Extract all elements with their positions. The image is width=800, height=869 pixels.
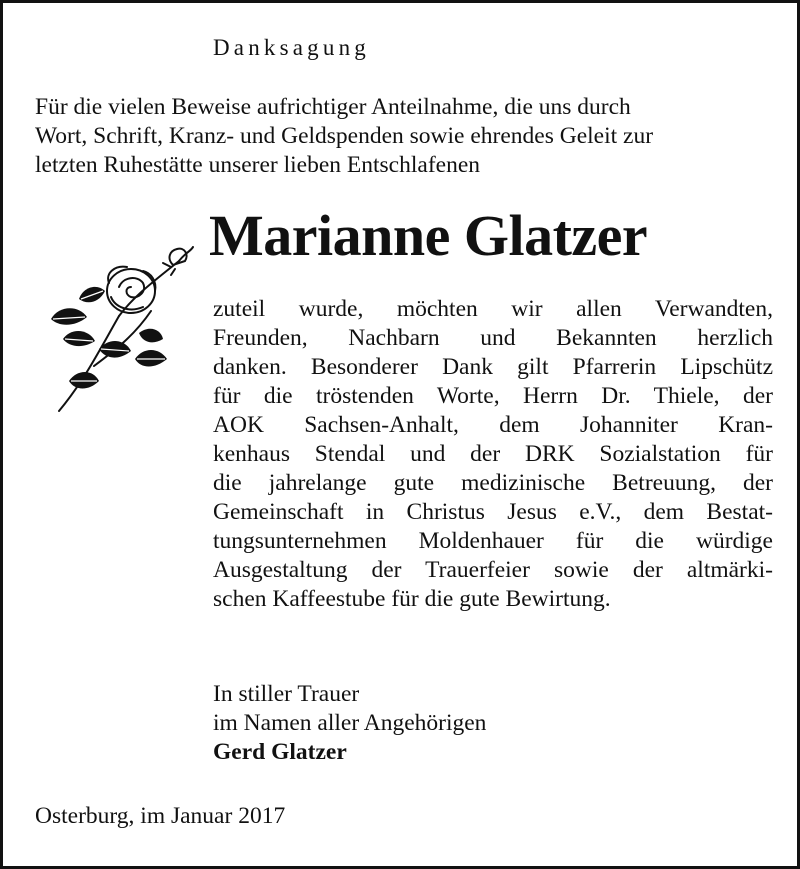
notice-heading: Danksagung bbox=[213, 35, 370, 60]
body-line: tungsunternehmen Moldenhauer für die würdige bbox=[213, 528, 773, 554]
intro-line: Wort, Schrift, Kranz- und Geldspenden sowie ehrendes Geleit zur bbox=[35, 123, 654, 149]
deceased-name: Marianne Glatzer bbox=[209, 203, 648, 268]
body-line: die jahrelange gute medizinische Betreuung, der bbox=[213, 470, 773, 496]
closing-block bbox=[213, 680, 486, 767]
intro-line: Für die vielen Beweise aufrichtiger Anteilnahme, die uns durch bbox=[35, 94, 631, 120]
body-line: kenhaus Stendal und der DRK Sozialstation für bbox=[213, 441, 773, 467]
signer-name: Gerd Glatzer bbox=[213, 739, 347, 765]
body-line: Gemeinschaft in Christus Jesus e.V., dem Bestat- bbox=[213, 499, 773, 525]
body-line: Ausgestaltung der Trauerfeier sowie der altmärki- bbox=[213, 557, 773, 583]
closing-line: im Namen aller Angehörigen bbox=[213, 710, 487, 736]
body-line: danken. Besonderer Dank gilt Pfarrerin Lipschütz bbox=[213, 354, 773, 380]
body-paragraph bbox=[213, 295, 773, 614]
body-line: zuteil wurde, möchten wir allen Verwandten, bbox=[213, 296, 773, 322]
place-date: Osterburg, im Januar 2017 bbox=[35, 803, 286, 829]
rose-icon bbox=[39, 241, 199, 416]
body-line: Freunden, Nachbarn und Bekannten herzlich bbox=[213, 325, 773, 351]
body-line: schen Kaffeestube für die gute Bewirtung. bbox=[213, 586, 611, 612]
closing-line: In stiller Trauer bbox=[213, 681, 360, 707]
intro-line: letzten Ruhestätte unserer lieben Entschlafenen bbox=[35, 152, 481, 178]
body-line: für die tröstenden Worte, Herrn Dr. Thiele, der bbox=[213, 383, 773, 409]
body-line: AOK Sachsen-Anhalt, dem Johanniter Kran- bbox=[213, 412, 773, 438]
intro-paragraph bbox=[35, 93, 775, 180]
